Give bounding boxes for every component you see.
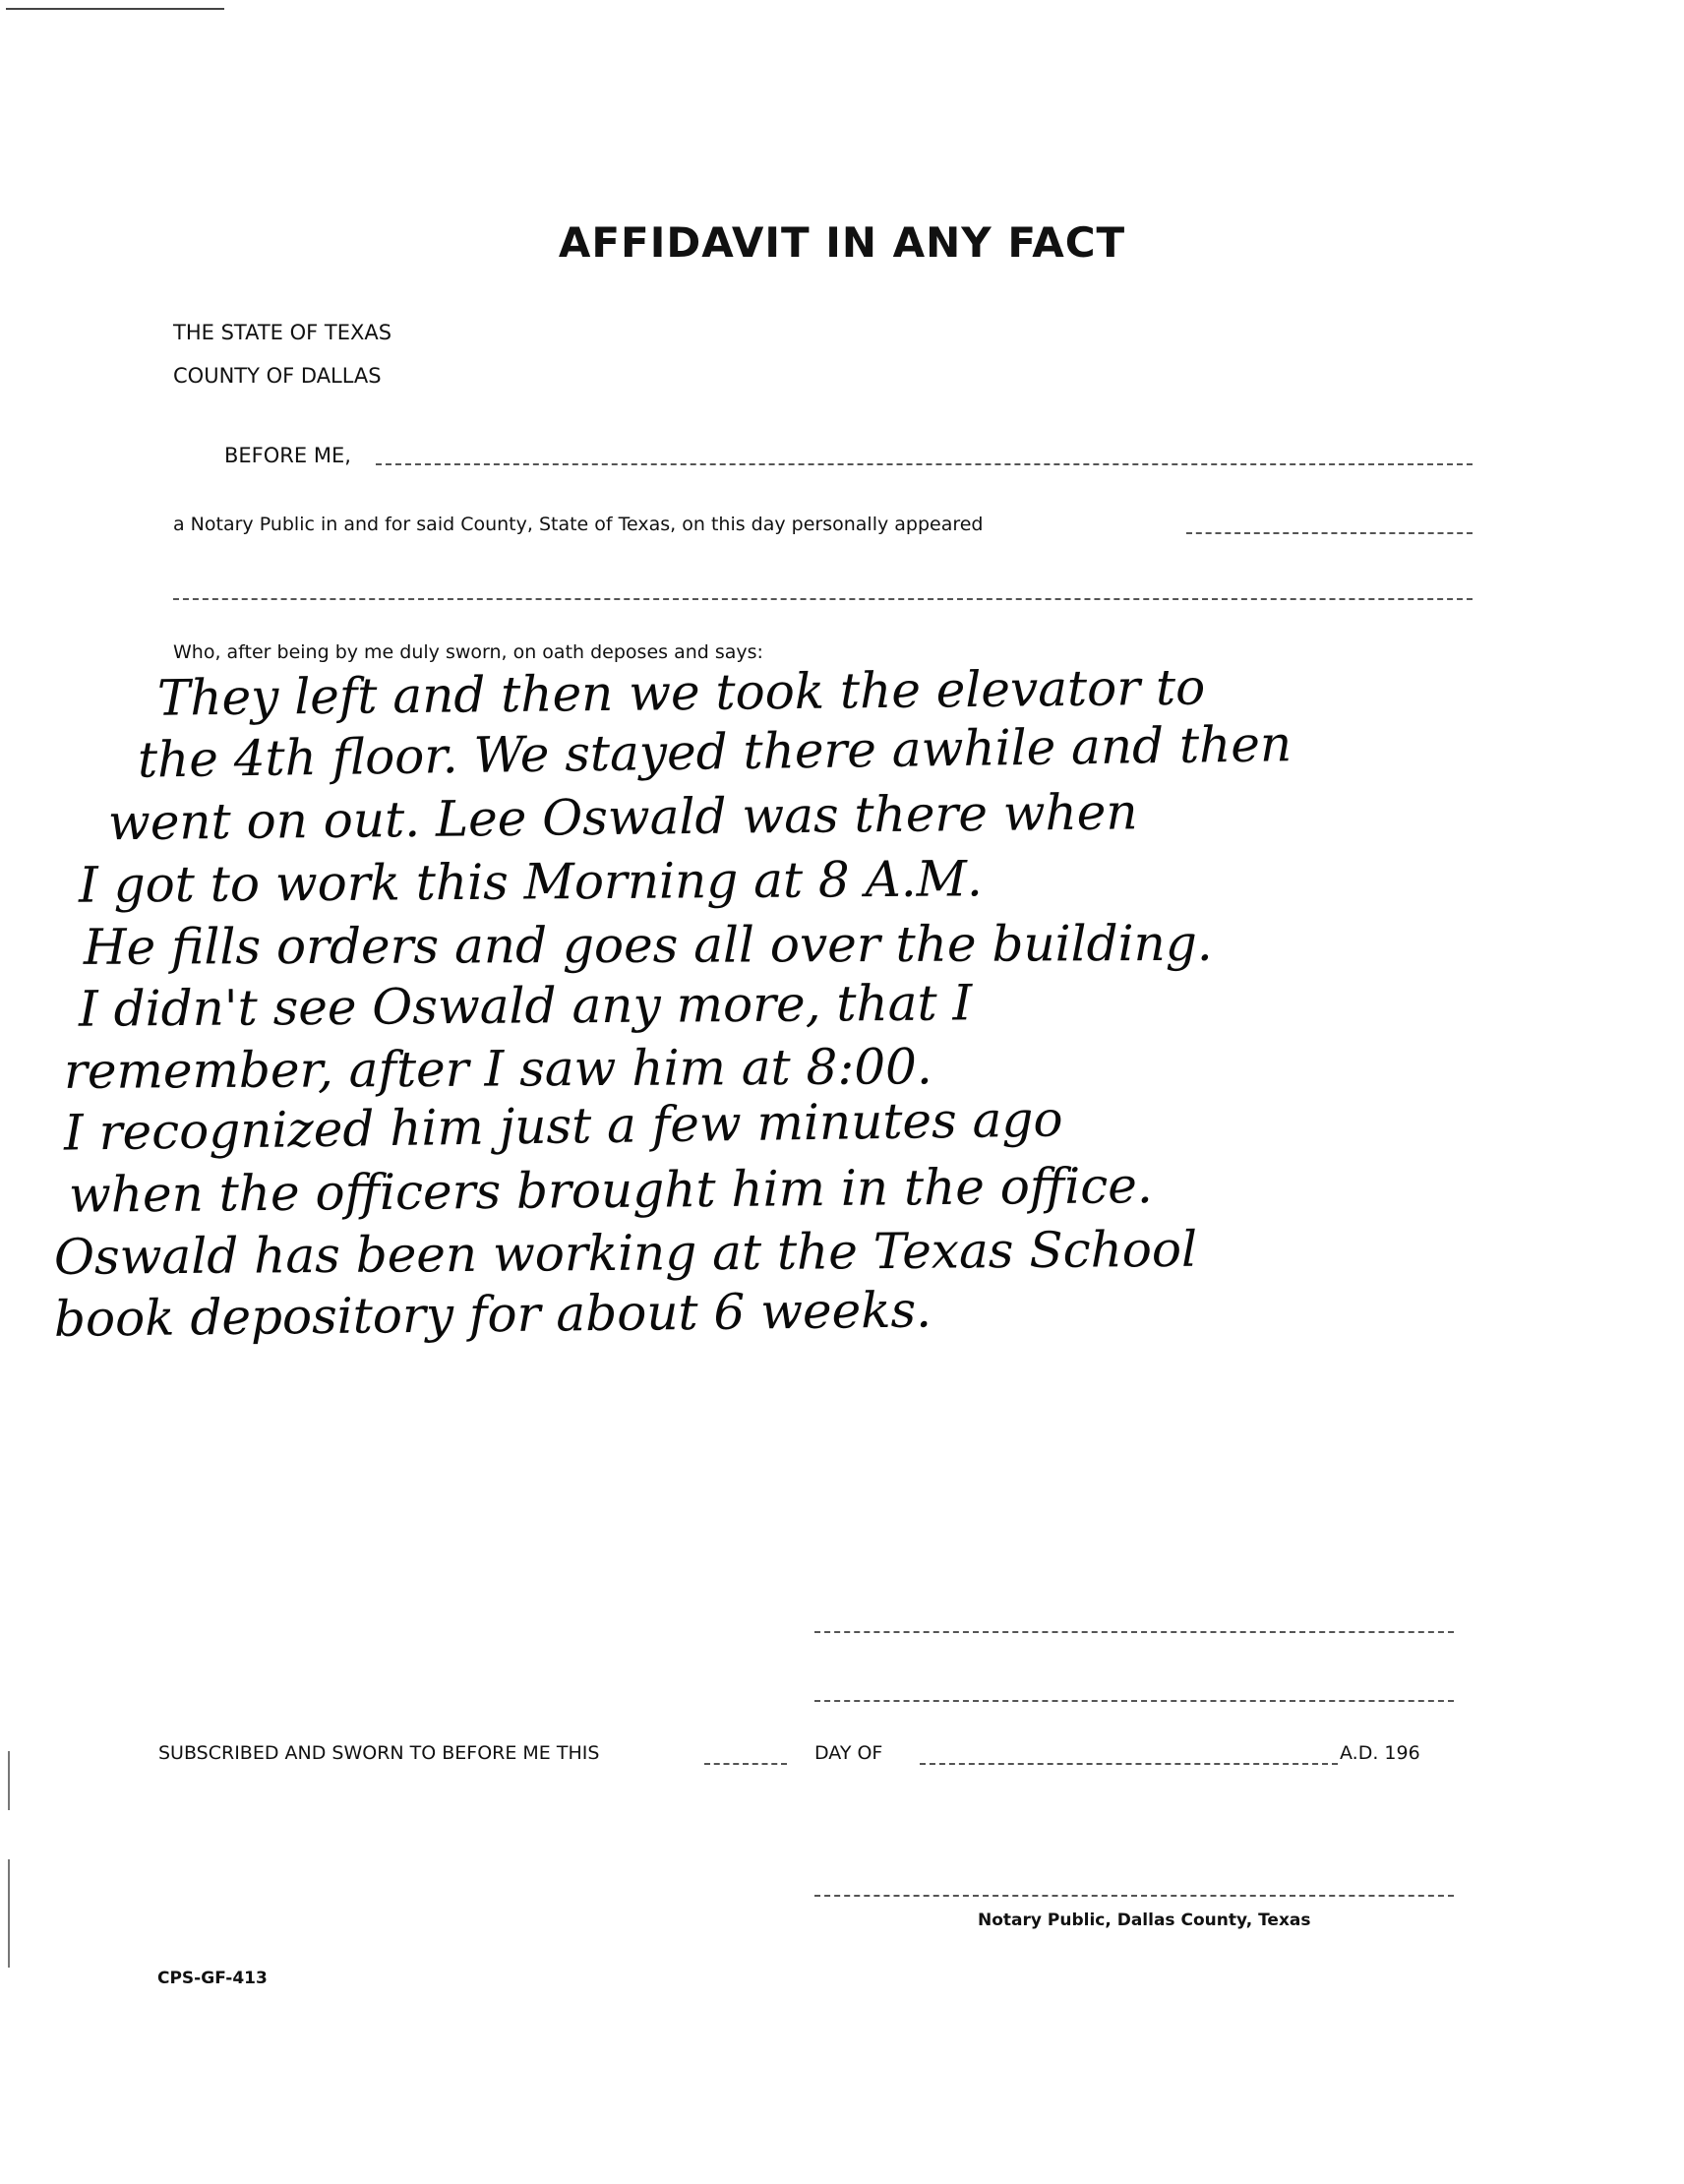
statement-line: book depository for about 6 weeks.	[53, 1281, 932, 1348]
month-line	[920, 1763, 1338, 1765]
statement-line: went on out. Lee Oswald was there when	[107, 783, 1138, 852]
before-me-label: BEFORE ME,	[224, 444, 351, 467]
notary-signature-line	[814, 1895, 1454, 1897]
deposes-label: Who, after being by me duly sworn, on oath deposes and says:	[173, 641, 763, 663]
statement-line: the 4th floor. We stayed there awhile and then	[137, 715, 1293, 789]
statement-line: I didn't see Oswald any more, that I	[78, 974, 973, 1038]
ad-label: A.D. 196	[1340, 1742, 1420, 1764]
form-number: CPS-GF-413	[157, 1969, 268, 1988]
affiant-signature-line	[814, 1631, 1454, 1633]
scan-artifact-line	[6, 8, 224, 10]
statement-line: remember, after I saw him at 8:00.	[63, 1038, 932, 1100]
state-label: THE STATE OF TEXAS	[173, 321, 392, 344]
statement-line: He fills orders and goes all over the building.	[83, 914, 1213, 976]
subscribed-label: SUBSCRIBED AND SWORN TO BEFORE ME THIS	[158, 1742, 600, 1764]
scan-artifact-edge	[8, 1859, 10, 1968]
statement-line: I recognized him just a few minutes ago	[63, 1090, 1063, 1162]
statement-line: Oswald has been working at the Texas School	[53, 1220, 1198, 1286]
statement-line: I got to work this Morning at 8 A.M.	[78, 850, 983, 914]
affiant-name-line	[1186, 532, 1473, 534]
statement-line: when the officers brought him in the office.	[68, 1157, 1154, 1224]
notary-caption: Notary Public, Dallas County, Texas	[978, 1911, 1311, 1930]
notary-sentence: a Notary Public in and for said County, State of Texas, on this day personally appeared	[173, 514, 984, 535]
county-label: COUNTY OF DALLAS	[173, 364, 382, 388]
affiant-signature-line-2	[814, 1700, 1454, 1702]
handwritten-statement	[39, 658, 1653, 1351]
day-of-label: DAY OF	[814, 1742, 883, 1764]
scan-artifact-edge	[8, 1751, 10, 1810]
statement-line: They left and then we took the elevator to	[156, 658, 1206, 727]
form-title: AFFIDAVIT IN ANY FACT	[558, 218, 1126, 267]
notary-name-line	[376, 463, 1473, 465]
affiant-address-line	[173, 598, 1473, 600]
day-line	[704, 1763, 787, 1765]
